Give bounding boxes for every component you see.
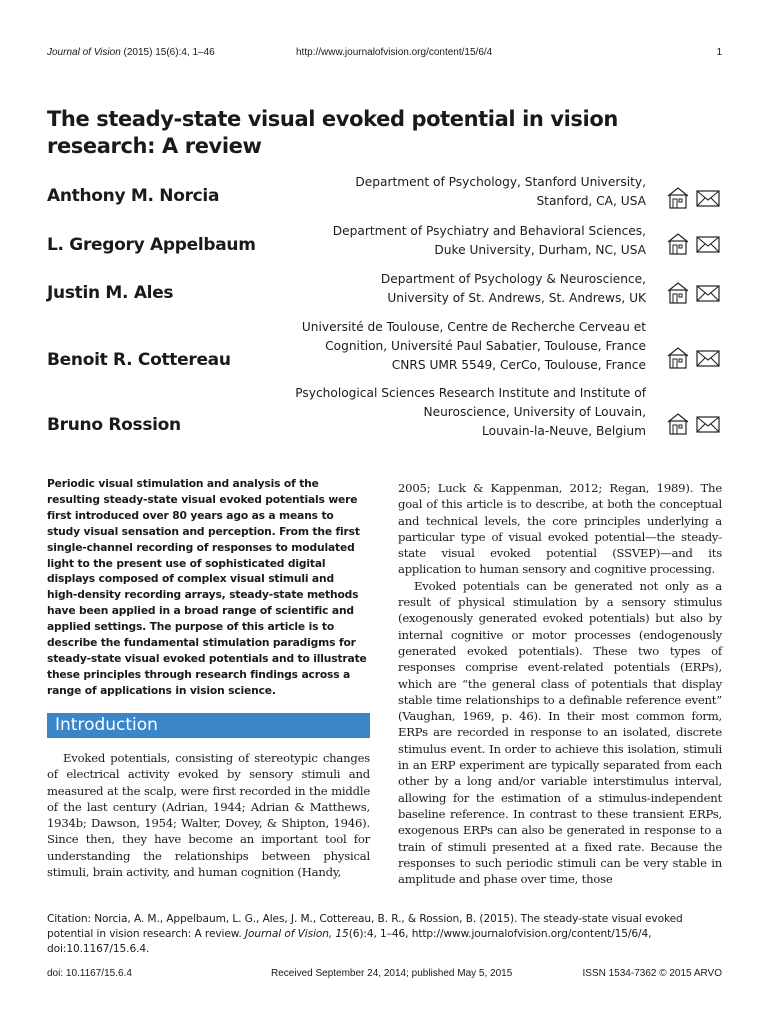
affiliation-line: Duke University, Durham, NC, USA xyxy=(434,243,646,257)
email-icon[interactable] xyxy=(696,413,720,435)
journal-volume-ref: (2015) 15(6):4, 1–46 xyxy=(123,47,215,58)
author-affiliation xyxy=(381,270,646,308)
footer-issn: ISSN 1534-7362 © 2015 ARVO xyxy=(582,968,722,979)
author-row-appelbaum xyxy=(47,222,723,262)
author-affiliation xyxy=(295,384,646,441)
footer-dates: Received September 24, 2014; published May 5, 2015 xyxy=(271,968,513,979)
section-heading: Introduction xyxy=(55,715,158,735)
affiliation-line: Neuroscience, University of Louvain, xyxy=(423,405,646,419)
author-name: Anthony M. Norcia xyxy=(47,186,220,206)
email-icon[interactable] xyxy=(696,347,720,369)
author-affiliation xyxy=(355,173,646,211)
author-row-norcia xyxy=(47,173,723,213)
affiliation-line: Department of Psychiatry and Behavioral Sciences, xyxy=(332,224,646,238)
author-links xyxy=(663,413,723,435)
author-name: Justin M. Ales xyxy=(47,283,174,303)
page-footer xyxy=(47,968,722,982)
citation-volume: 15 xyxy=(335,928,349,941)
author-links xyxy=(663,282,723,304)
home-page-icon[interactable] xyxy=(666,282,690,304)
email-icon[interactable] xyxy=(696,233,720,255)
footer-doi[interactable]: doi: 10.1167/15.6.4 xyxy=(47,968,132,979)
author-links xyxy=(663,187,723,209)
affiliation-line: University of St. Andrews, St. Andrews, UK xyxy=(387,291,646,305)
home-page-icon[interactable] xyxy=(666,233,690,255)
running-header xyxy=(47,47,722,61)
body-column-right xyxy=(398,480,722,887)
section-heading-banner xyxy=(47,713,370,738)
author-links xyxy=(663,233,723,255)
author-affiliation xyxy=(302,318,646,375)
article-title: The steady-state visual evoked potential in vision research: A review xyxy=(47,107,618,158)
affiliation-line: Stanford, CA, USA xyxy=(536,194,646,208)
affiliation-line: Psychological Sciences Research Institute and Institute of xyxy=(295,386,646,400)
home-page-icon[interactable] xyxy=(666,187,690,209)
citation-text: Citation: Norcia, A. M., Appelbaum, L. G., Ales, J. M., Cottereau, B. R., & Rossion, B. (2015). The steady-state visual evoked potential in vision research: A review. xyxy=(47,913,683,941)
email-icon[interactable] xyxy=(696,187,720,209)
body-paragraph: Evoked potentials, consisting of stereotypic changes of electrical activity evoked by sensory stimuli and measured at the scalp, were first recorded in the middle of the last century (Adrian, 1944; Adrian & Matthews, 1934b; Dawson, 1954; Walter, Dovey, & Shipton, 1946). Since then, they have become an important tool for understanding the relationships between physical stimuli, brain activity, and human cognition (Handy, xyxy=(47,751,370,880)
citation-block xyxy=(47,912,723,958)
affiliation-line: Department of Psychology & Neuroscience, xyxy=(380,272,646,286)
citation-journal: Journal of Vision, xyxy=(244,928,333,941)
citation-details: (6):4, 1–46, http://www.journalofvision.org/content/15/6/4, doi:10.1167/15.6.4. xyxy=(47,928,652,956)
abstract: Periodic visual stimulation and analysis of the resulting steady-state visual evoked potentials were first introduced over 80 years ago as a means to study visual sensation and perception. From the first single-channel recording of responses to modulated light to the present use of sophisticated digital displays composed of complex visual stimuli and high-density recording arrays, steady-state methods have been applied in a broad range of scientific and applied settings. The purpose of this article is to describe the fundamental stimulation paradigms for steady-state visual evoked potentials and to illustrate these principles through research findings across a range of applications in vision science. xyxy=(47,477,367,697)
affiliation-line: Department of Psychology, Stanford University, xyxy=(355,175,646,189)
author-name: Bruno Rossion xyxy=(47,415,181,435)
author-row-cottereau xyxy=(47,318,723,378)
email-icon[interactable] xyxy=(696,282,720,304)
author-affiliation xyxy=(333,222,646,260)
page-number: 1 xyxy=(716,47,722,58)
author-name: Benoit R. Cottereau xyxy=(47,350,231,370)
affiliation-line: CNRS UMR 5549, CerCo, Toulouse, France xyxy=(391,358,646,372)
body-paragraph: Evoked potentials can be generated not only as a result of physical stimulation by a sensory stimulus (exogenously generated evoked potentials) but also by internal cognitive or motor processes (endogenously generated evoked potentials). These two types of responses comprise event-related potentials (ERPs), which are “the general class of potentials that display stable time relationships to a definable reference event” (Vaughan, 1969, p. 46). In their most common form, ERPs are recorded in response to an isolated, discrete stimulus event. In order to achieve this isolation, stimuli in an ERP experiment are typically separated from each other by a long and/or variable interstimulus interval, allowing for the estimation of a stimulus-independent baseline reference. In contrast to these transient ERPs, exogenous ERPs can also be generated in response to a train of stimuli presented at a fixed rate. Because the responses to such periodic stimuli can be very stable in amplitude and phase over time, those xyxy=(398,578,722,887)
home-page-icon[interactable] xyxy=(666,347,690,369)
home-page-icon[interactable] xyxy=(666,413,690,435)
author-links xyxy=(663,347,723,369)
author-name: L. Gregory Appelbaum xyxy=(47,235,256,255)
journal-reference xyxy=(47,47,215,58)
body-column-left xyxy=(47,750,370,880)
journal-name: Journal of Vision xyxy=(47,47,121,58)
author-row-ales xyxy=(47,270,723,310)
affiliation-line: Université de Toulouse, Centre de Recherche Cerveau et xyxy=(301,320,646,334)
article-url[interactable]: http://www.journalofvision.org/content/15/6/4 xyxy=(296,47,493,58)
affiliation-line: Louvain-la-Neuve, Belgium xyxy=(482,424,646,438)
author-row-rossion xyxy=(47,384,723,444)
affiliation-line: Cognition, Université Paul Sabatier, Toulouse, France xyxy=(325,339,646,353)
body-paragraph: 2005; Luck & Kappenman, 2012; Regan, 1989). The goal of this article is to describe, at both the conceptual and technical levels, the core principles underlying a particular type of visual evoked potential—the steady-state visual evoked potential (SSVEP)—and its application to human sensory and cognitive processing. xyxy=(398,481,722,577)
